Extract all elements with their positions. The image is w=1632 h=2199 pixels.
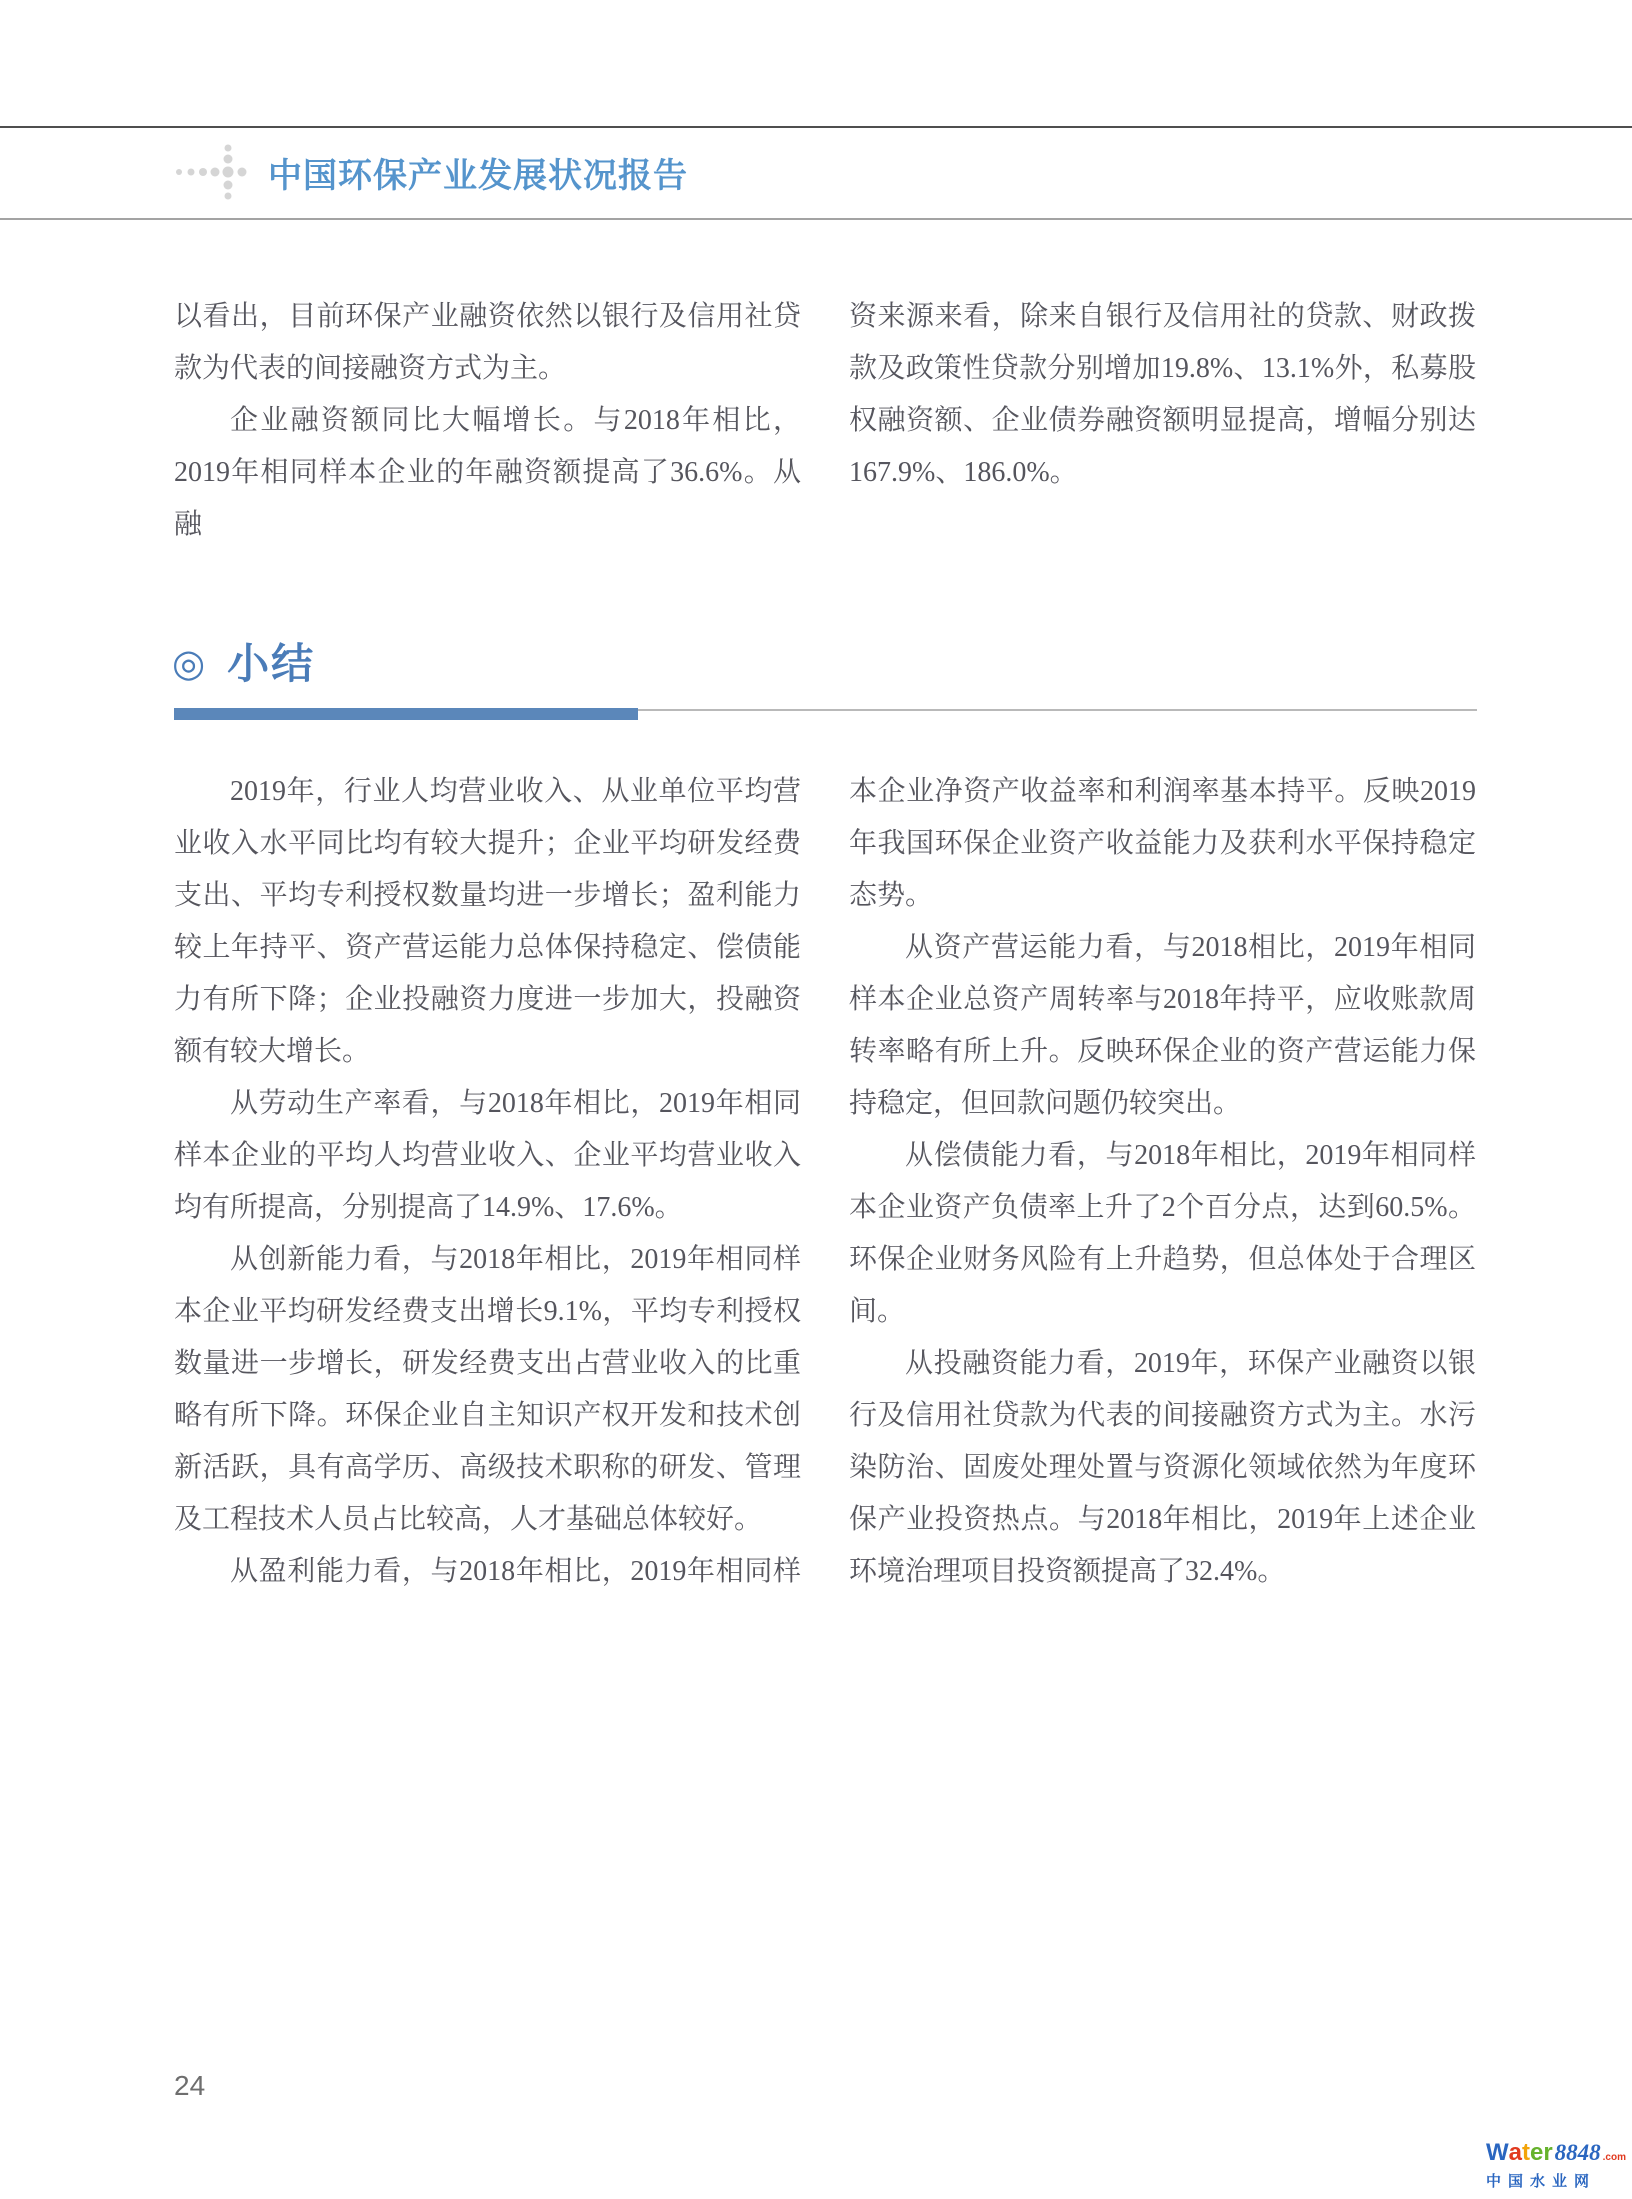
text-line: 以看出，目前环保产业融资依然以银行及信用社贷 (174, 301, 801, 332)
text-line: 力有所下降；企业投融资力度进一步加大，投融资 (174, 984, 801, 1015)
text-line: 本企业平均研发经费支出增长9.1%，平均专利授权 (174, 1296, 801, 1327)
text-line: 业收入水平同比均有较大提升；企业平均研发经费 (174, 828, 801, 859)
section-marker-icon: ◎ (172, 643, 206, 685)
text-line: 企业融资额同比大幅增长。与2018年相比， (230, 405, 801, 436)
text-line: 支出、平均专利授权数量均进一步增长；盈利能力 (174, 880, 801, 911)
text-line: 本企业净资产收益率和利润率基本持平。反映2019 (849, 776, 1476, 807)
text-line: 样本企业总资产周转率与2018年持平，应收账款周 (849, 984, 1476, 1015)
text-line: 及工程技术人员占比较高，人才基础总体较好。 (174, 1504, 763, 1535)
summary-right-column (849, 766, 1476, 1598)
text-line: 持稳定，但回款问题仍较突出。 (849, 1088, 1242, 1119)
text-line: 额有较大增长。 (174, 1036, 371, 1067)
page-number: 24 (174, 2070, 206, 2101)
text-line: 行及信用社贷款为代表的间接融资方式为主。水污 (849, 1400, 1476, 1431)
watermark-letter: W (1485, 2139, 1509, 2166)
watermark-letter: a (1508, 2139, 1522, 2166)
text-line: 从投融资能力看，2019年，环保产业融资以银 (905, 1348, 1476, 1379)
text-line: 本企业资产负债率上升了2个百分点，达到60.5%。 (849, 1192, 1476, 1223)
heading-rule-blue-bar (174, 708, 638, 720)
intro-left-column (174, 291, 801, 540)
text-line: 从偿债能力看，与2018年相比，2019年相同样 (905, 1140, 1476, 1171)
text-line: 均有所提高，分别提高了14.9%、17.6%。 (174, 1192, 683, 1223)
text-line: 年我国环保企业资产收益能力及获利水平保持稳定 (849, 828, 1476, 859)
text-line: 2019年相同样本企业的年融资额提高了36.6%。从融 (174, 457, 801, 540)
text-line: 数量进一步增长，研发经费支出占营业收入的比重 (174, 1348, 801, 1379)
text-line: 环保企业财务风险有上升趋势，但总体处于合理区 (849, 1244, 1476, 1275)
text-line: 染防治、固废处理处置与资源化领域依然为年度环 (849, 1452, 1476, 1483)
text-line: 略有所下降。环保企业自主知识产权开发和技术创 (174, 1400, 801, 1431)
text-line: 转率略有所上升。反映环保企业的资产营运能力保 (849, 1036, 1476, 1067)
watermark-letter: t (1521, 2139, 1530, 2166)
watermark-logo (1486, 2140, 1626, 2191)
report-title: 中国环保产业发展状况报告 (268, 156, 688, 195)
section-heading (172, 638, 315, 690)
text-line: 环境治理项目投资额提高了32.4%。 (849, 1556, 1286, 1587)
text-line: 从盈利能力看，与2018年相比，2019年相同样 (230, 1556, 801, 1587)
text-line: 态势。 (849, 880, 934, 911)
heading-rule-gray-line (638, 709, 1477, 711)
text-line: 从创新能力看，与2018年相比，2019年相同样 (230, 1244, 801, 1275)
logo-dots-icon (174, 142, 252, 202)
text-line: 资来源来看，除来自银行及信用社的贷款、财政拨 (849, 301, 1476, 332)
watermark-letter: e (1529, 2139, 1544, 2166)
text-line: 从劳动生产率看，与2018年相比，2019年相同 (230, 1088, 801, 1119)
section-title: 小结 (227, 640, 316, 687)
text-line: 从资产营运能力看，与2018相比，2019年相同 (905, 932, 1476, 963)
summary-left-column (174, 766, 801, 1598)
text-line: 新活跃，具有高学历、高级技术职称的研发、管理 (174, 1452, 801, 1483)
text-line: 167.9%、186.0%。 (849, 457, 1078, 488)
section-heading-rule (174, 708, 1477, 720)
text-line: 较上年持平、资产营运能力总体保持稳定、偿债能 (174, 932, 801, 963)
watermark-number: 8848 (1554, 2140, 1601, 2165)
watermark-wordmark (1486, 2140, 1626, 2166)
watermark-subtitle: 中国水业网 (1485, 2173, 1596, 2191)
watermark-domain-suffix: .com (1602, 2152, 1626, 2163)
intro-section (174, 291, 1476, 540)
header-top-rule (0, 126, 1632, 128)
text-line: 间。 (849, 1296, 906, 1327)
summary-section (174, 766, 1476, 1598)
text-line: 权融资额、企业债券融资额明显提高，增幅分别达 (849, 405, 1476, 436)
text-line: 款为代表的间接融资方式为主。 (174, 353, 567, 384)
watermark-letter: r (1543, 2139, 1553, 2166)
intro-right-column (849, 291, 1476, 499)
text-line: 保产业投资热点。与2018年相比，2019年上述企业 (849, 1504, 1476, 1535)
text-line: 样本企业的平均人均营业收入、企业平均营业收入 (174, 1140, 801, 1171)
text-line: 款及政策性贷款分别增加19.8%、13.1%外，私募股 (849, 353, 1476, 384)
text-line: 2019年，行业人均营业收入、从业单位平均营 (230, 776, 801, 807)
header-bottom-rule (0, 218, 1632, 220)
page-header (174, 140, 688, 204)
